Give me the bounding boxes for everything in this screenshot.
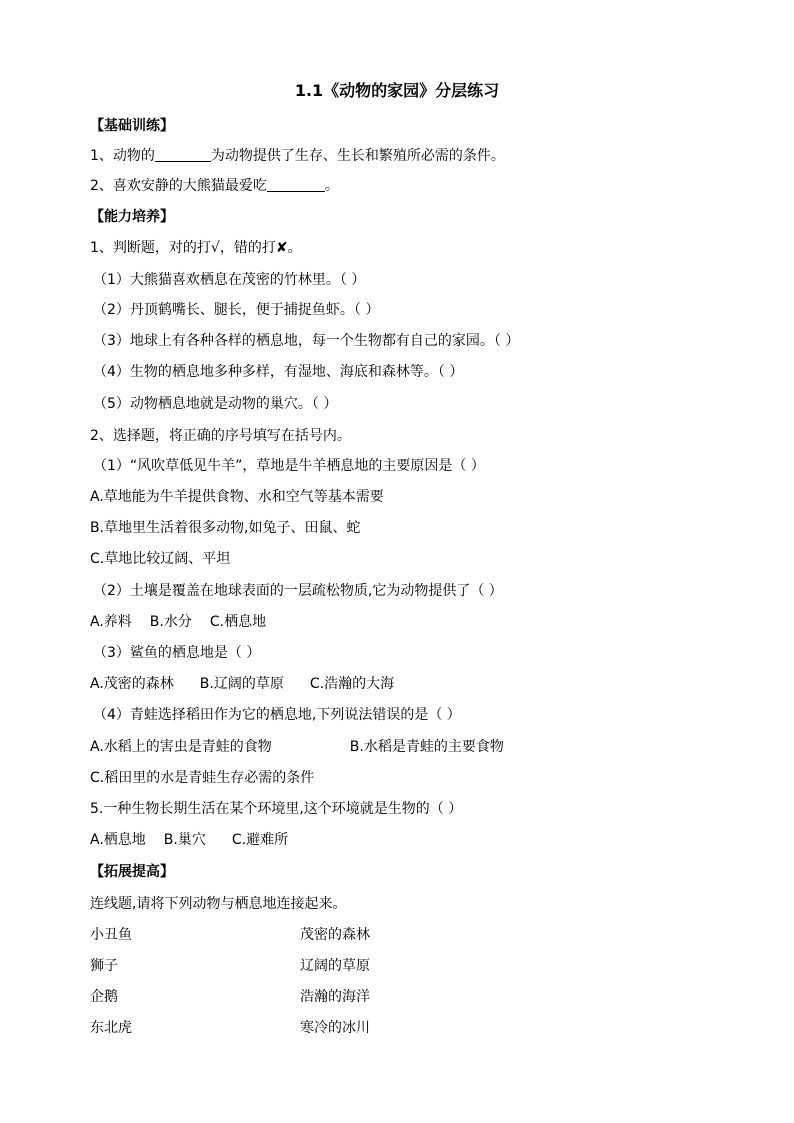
choice-q2-option-c: C.栖息地 xyxy=(209,614,267,630)
choice-q4-options-ab xyxy=(90,737,504,757)
judge-item-2: （2）丹顶鹤嘴长、腿长，便于捕捉鱼虾。（ ） xyxy=(93,302,380,318)
choice-q2-options xyxy=(90,612,266,632)
choice-q5-option-c: C.避难所 xyxy=(231,832,289,848)
choice-q3-option-c: C.浩瀚的大海 xyxy=(309,676,395,692)
matching-animal-2[interactable]: 狮子 xyxy=(90,958,118,974)
choice-q3-option-b: B.辽阔的草原 xyxy=(199,676,284,692)
judge-item-3: （3）地球上有各种各样的栖息地，每一个生物都有自己的家园。（ ） xyxy=(93,333,520,349)
choice-q1: （1）“风吹草低见牛羊”，草地是牛羊栖息地的主要原因是（ ） xyxy=(93,458,485,474)
basic-q1-suffix: 为动物提供了生存、生长和繁殖所必需的条件。 xyxy=(210,148,505,164)
choice-q3-option-a: A.茂密的森林 xyxy=(90,676,174,692)
choice-q5-option-a: A.栖息地 xyxy=(90,832,146,848)
choice-q2-option-b: B.水分 xyxy=(149,614,192,630)
matching-animal-1[interactable]: 小丑鱼 xyxy=(90,927,132,943)
judge-item-4: （4）生物的栖息地多种多样，有湿地、海底和森林等。（ ） xyxy=(93,364,464,380)
choice-q5-options xyxy=(90,830,288,850)
choice-q2-option-a: A.养料 xyxy=(90,614,132,630)
choice-q4-option-a: A.水稻上的害虫是青蛙的食物 xyxy=(90,739,272,755)
judge-item-5: （5）动物栖息地就是动物的巢穴。（ ） xyxy=(93,396,338,412)
choice-q4-option-c: C.稻田里的水是青蛙生存必需的条件 xyxy=(90,770,315,786)
matching-habitat-1[interactable]: 茂密的森林 xyxy=(300,927,370,943)
choice-q5: 5.一种生物长期生活在某个环境里,这个环境就是生物的（ ） xyxy=(90,801,463,817)
matching-intro: 连线题,请将下列动物与栖息地连接起来。 xyxy=(90,896,347,912)
page-title: 1.1《动物的家园》分层练习 xyxy=(294,81,500,100)
choice-q4-option-b: B.水稻是青蛙的主要食物 xyxy=(349,739,504,755)
choice-q5-option-b: B.巢穴 xyxy=(163,832,206,848)
judge-item-1: （1）大熊猫喜欢栖息在茂密的竹林里。（ ） xyxy=(93,272,366,288)
choice-q1-option-b: B.草地里生活着很多动物,如兔子、田鼠、蛇 xyxy=(90,520,361,536)
matching-animal-4[interactable]: 东北虎 xyxy=(90,1020,132,1036)
choice-q1-option-c: C.草地比较辽阔、平坦 xyxy=(90,551,231,567)
basic-q2-prefix: 2、喜欢安静的大熊猫最爱吃 xyxy=(90,178,267,194)
choice-q1-option-a: A.草地能为牛羊提供食物、水和空气等基本需要 xyxy=(90,489,384,505)
choice-q2: （2）土壤是覆盖在地球表面的一层疏松物质,它为动物提供了（ ） xyxy=(93,583,503,599)
basic-q1-prefix: 1、动物的 xyxy=(90,148,155,164)
judge-intro: 1、判断题，对的打√，错的打✘。 xyxy=(90,240,302,256)
matching-habitat-3[interactable]: 浩瀚的海洋 xyxy=(300,989,370,1005)
matching-habitat-2[interactable]: 辽阔的草原 xyxy=(300,958,370,974)
choice-q3: （3）鲨鱼的栖息地是（ ） xyxy=(93,645,261,661)
matching-habitat-4[interactable]: 寒冷的冰川 xyxy=(300,1020,370,1036)
fill-blank-2[interactable] xyxy=(267,177,325,192)
section-extend: 【拓展提高】 xyxy=(90,864,174,880)
basic-question-1 xyxy=(90,146,505,166)
basic-question-2 xyxy=(90,176,339,196)
choice-intro: 2、选择题，将正确的序号填写在括号内。 xyxy=(90,428,351,444)
choice-q4: （4）青蛙选择稻田作为它的栖息地,下列说法错误的是（ ） xyxy=(93,707,461,723)
section-ability: 【能力培养】 xyxy=(90,209,174,225)
matching-animal-3[interactable]: 企鹅 xyxy=(90,989,118,1005)
choice-q3-options xyxy=(90,674,394,694)
basic-q2-suffix: 。 xyxy=(324,178,339,194)
section-basic: 【基础训练】 xyxy=(90,118,174,134)
fill-blank-1[interactable] xyxy=(155,147,211,162)
